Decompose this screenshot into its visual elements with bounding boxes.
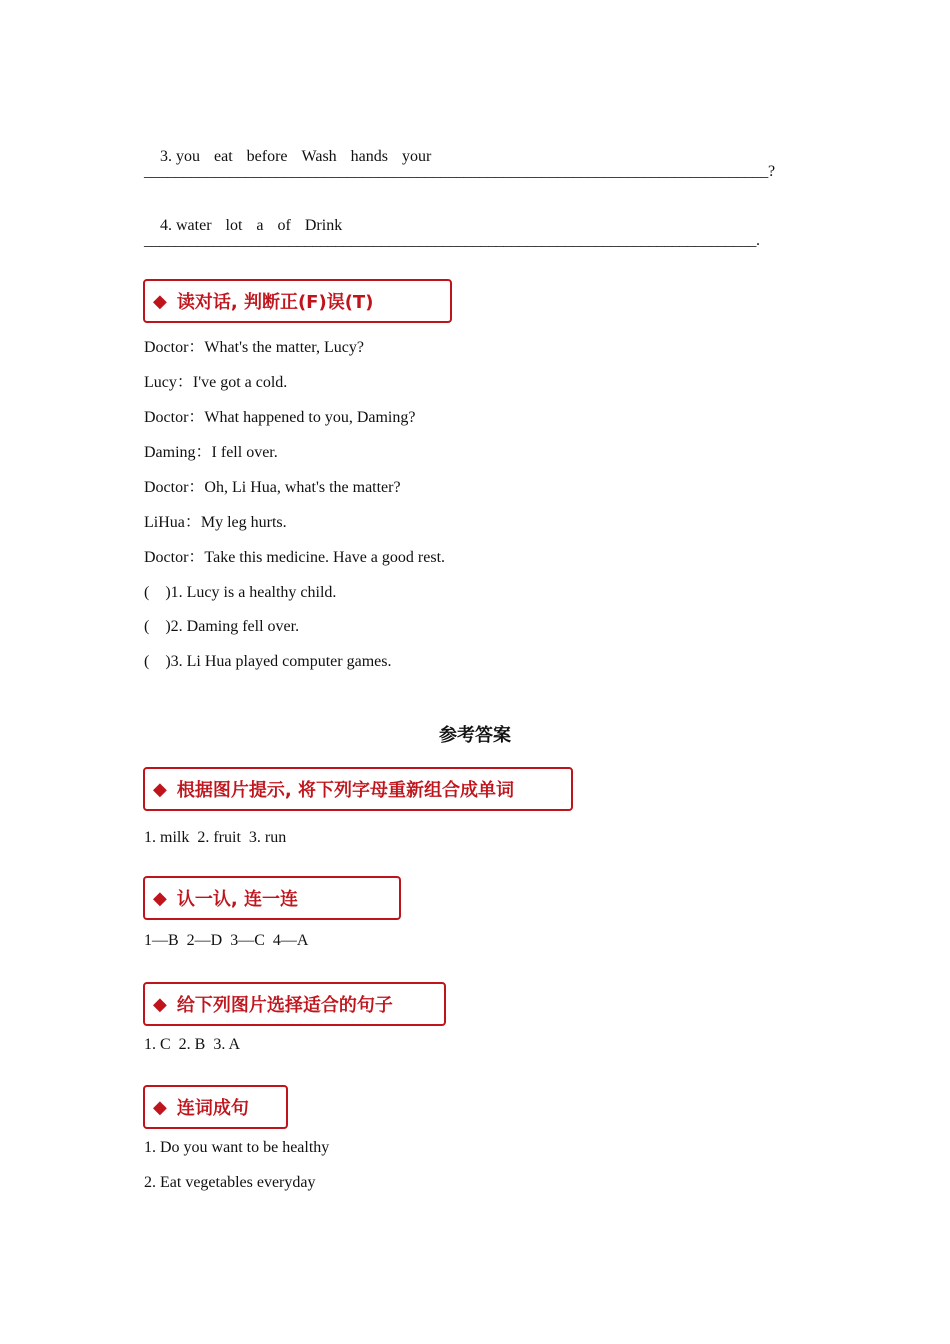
statement-3: ( )3. Li Hua played computer games. (144, 653, 392, 670)
reorder-question-3: 3. you eat before Wash hands your (160, 148, 432, 165)
diamond-icon: ◆ (153, 291, 167, 311)
answer-line: 2. Eat vegetables everyday (144, 1174, 316, 1191)
answer-line: 1. milk 2. fruit 3. run (144, 829, 287, 846)
diamond-icon: ◆ (153, 1097, 167, 1117)
section-header-answer-2: ◆ 认一认, 连一连 (143, 876, 401, 920)
answer-line: 1—B 2—D 3—C 4—A (144, 932, 309, 949)
statement-1: ( )1. Lucy is a healthy child. (144, 584, 337, 601)
section-header-judge: ◆ 读对话, 判断正(F)误(T) (143, 279, 452, 323)
section-header-answer-4: ◆ 连词成句 (143, 1085, 288, 1129)
dialogue-line: Doctor：Oh, Li Hua, what's the matter? (144, 479, 401, 496)
dialogue-line: Daming：I fell over. (144, 444, 278, 461)
reorder-question-4: 4. water lot a of Drink (160, 217, 343, 234)
answer-line: 1. C 2. B 3. A (144, 1036, 241, 1053)
dialogue-line: LiHua：My leg hurts. (144, 514, 287, 531)
answer-line-4: ________________________________________________________________________________. (144, 232, 760, 249)
dialogue-line: Doctor：Take this medicine. Have a good rest. (144, 549, 446, 566)
dialogue-line: Doctor：What's the matter, Lucy? (144, 339, 364, 356)
answer-key-title: 参考答案 (439, 725, 511, 746)
section-header-answer-3: ◆ 给下列图片选择适合的句子 (143, 982, 446, 1026)
dialogue-line: Doctor：What happened to you, Daming? (144, 409, 416, 426)
answer-line-3: ________________________________________________________________________________? (144, 163, 775, 180)
diamond-icon: ◆ (153, 888, 167, 908)
diamond-icon: ◆ (153, 994, 167, 1014)
answer-line: 1. Do you want to be healthy (144, 1139, 330, 1156)
statement-2: ( )2. Daming fell over. (144, 618, 300, 635)
dialogue-line: Lucy：I've got a cold. (144, 374, 288, 391)
diamond-icon: ◆ (153, 779, 167, 799)
section-header-answer-1: ◆ 根据图片提示, 将下列字母重新组合成单词 (143, 767, 573, 811)
